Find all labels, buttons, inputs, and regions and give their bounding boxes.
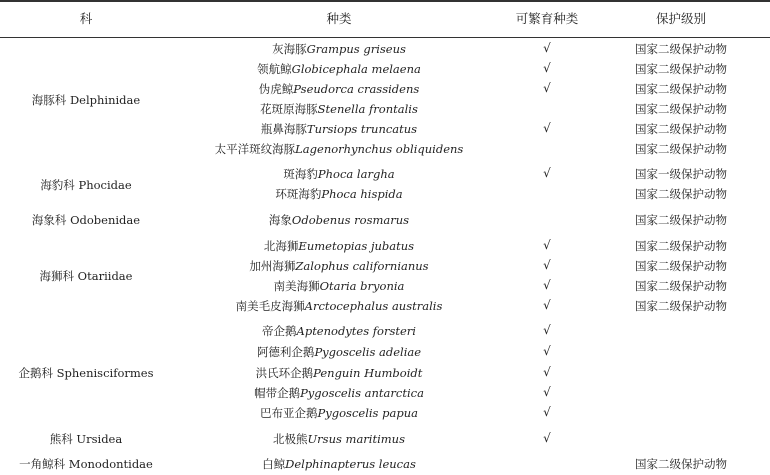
breedable-check-icon: √ [543,41,551,55]
species-cell [257,62,421,76]
species-chinese-name: 海象 [268,213,292,227]
species-chinese-name: 阿德利企鹅 [256,345,315,359]
protection-level-cell: 国家一级保护动物 [635,167,727,181]
protection-level-cell: 国家二级保护动物 [635,82,727,96]
protection-level-cell: 国家二级保护动物 [635,42,727,56]
species-cell [273,432,405,446]
species-chinese-name: 领航鲸 [257,62,292,76]
species-chinese-name: 北海狮 [263,239,299,253]
breedable-check-icon: √ [543,238,551,252]
protection-level-cell: 国家二级保护动物 [635,279,727,293]
species-cell [215,142,464,156]
protection-level-cell: 国家二级保护动物 [635,239,727,253]
header-breedable: 可繁育种类 [515,11,579,26]
family-cell: 企鹅科 Sphenisciformes [18,366,154,380]
species-cell [254,386,424,400]
species-chinese-name: 北极熊 [272,432,308,446]
breedable-check-icon: √ [543,405,551,419]
protection-level-cell: 国家二级保护动物 [635,62,727,76]
species-chinese-name: 灰海豚 [272,42,307,56]
species-chinese-name: 环斑海豹 [275,187,322,201]
species-chinese-name: 太平洋斑纹海豚 [214,142,296,156]
breedable-check-icon: √ [543,278,551,292]
species-cell [257,345,421,359]
breedable-check-icon: √ [543,385,551,399]
species-chinese-name: 南美海狮 [273,279,320,293]
species-cell [259,82,420,96]
species-latin-name: Penguin Humboidt [313,366,423,380]
species-cell [260,102,418,116]
species-cell [249,259,428,273]
top-rule [0,0,770,2]
species-latin-name: Aptenodytes forsteri [296,324,416,338]
species-chinese-name: 花斑原海豚 [260,102,318,116]
breedable-check-icon: √ [543,81,551,95]
species-chinese-name: 白鲸 [262,457,286,471]
family-cell: 海豹科 Phocidae [40,178,132,192]
species-chinese-name: 伪虎鲸 [258,82,294,96]
family-cell: 海狮科 Otariidae [39,269,133,283]
breedable-check-icon: √ [543,298,551,312]
species-latin-name: Pygoscelis adeliae [314,345,422,359]
breedable-check-icon: √ [543,365,551,379]
family-cell: 熊科 Ursidea [49,432,123,446]
species-latin-name: Stenella frontalis [317,102,418,116]
species-latin-name: Otaria bryonia [319,279,405,293]
species-cell [283,167,394,181]
species-chinese-name: 帝企鹅 [262,324,297,338]
species-latin-name: Arctocephalus australis [304,299,443,313]
species-latin-name: Lagenorhynchus obliquidens [295,142,464,156]
species-latin-name: Globicephala melaena [291,62,421,76]
species-cell [261,122,417,136]
protection-level-cell: 国家二级保护动物 [635,457,727,471]
species-latin-name: Pseudorca crassidens [293,82,420,96]
species-cell [236,299,443,313]
header-rule [0,37,770,38]
header-protection: 保护级别 [655,11,707,26]
breedable-check-icon: √ [543,61,551,75]
protection-level-cell: 国家二级保护动物 [635,142,727,156]
species-cell [275,187,402,201]
species-chinese-name: 加州海狮 [249,259,296,273]
species-latin-name: Eumetopias jubatus [298,239,415,253]
header-family: 科 [79,11,93,26]
family-cell: 一角鲸科 Monodontidae [19,457,153,471]
species-chinese-name: 南美毛皮海狮 [235,299,305,313]
species-cell [260,406,418,420]
breedable-check-icon: √ [543,344,551,358]
species-latin-name: Ursus maritimus [307,432,406,446]
protection-level-cell: 国家二级保护动物 [635,122,727,136]
species-latin-name: Phoca largha [317,167,395,181]
species-latin-name: Zalophus californianus [295,259,429,273]
species-latin-name: Grampus griseus [306,42,406,56]
species-latin-name: Pygoscelis papua [317,406,418,420]
species-latin-name: Pygoscelis antarctica [300,386,424,400]
species-cell [262,457,416,471]
protection-level-cell: 国家二级保护动物 [635,213,727,227]
species-chinese-name: 巴布亚企鹅 [260,406,318,420]
protection-level-cell: 国家二级保护动物 [635,102,727,116]
species-latin-name: Delphinapterus leucas [285,457,416,471]
species-cell [272,42,406,56]
breedable-check-icon: √ [543,258,551,272]
species-cell [264,239,414,253]
species-cell [269,213,409,227]
species-chinese-name: 瓶鼻海豚 [260,122,307,136]
breedable-check-icon: √ [543,166,551,180]
breedable-check-icon: √ [543,121,551,135]
protection-level-cell: 国家二级保护动物 [635,187,727,201]
species-chinese-name: 帽带企鹅 [254,386,301,400]
header-species: 种类 [326,11,352,26]
species-latin-name: Phoca hispida [321,187,403,201]
breedable-check-icon: √ [543,431,551,445]
species-cell [274,279,405,293]
species-latin-name: Odobenus rosmarus [291,213,410,227]
species-cell [262,324,416,338]
protection-level-cell: 国家二级保护动物 [635,259,727,273]
breedable-check-icon: √ [543,323,551,337]
family-cell: 海象科 Odobenidae [31,213,141,227]
species-latin-name: Tursiops truncatus [306,122,418,136]
species-cell [256,366,423,380]
species-chinese-name: 斑海豹 [283,167,318,181]
species-chinese-name: 洪氏环企鹅 [255,366,314,380]
protection-level-cell: 国家二级保护动物 [635,299,727,313]
family-cell: 海豚科 Delphinidae [31,93,141,107]
